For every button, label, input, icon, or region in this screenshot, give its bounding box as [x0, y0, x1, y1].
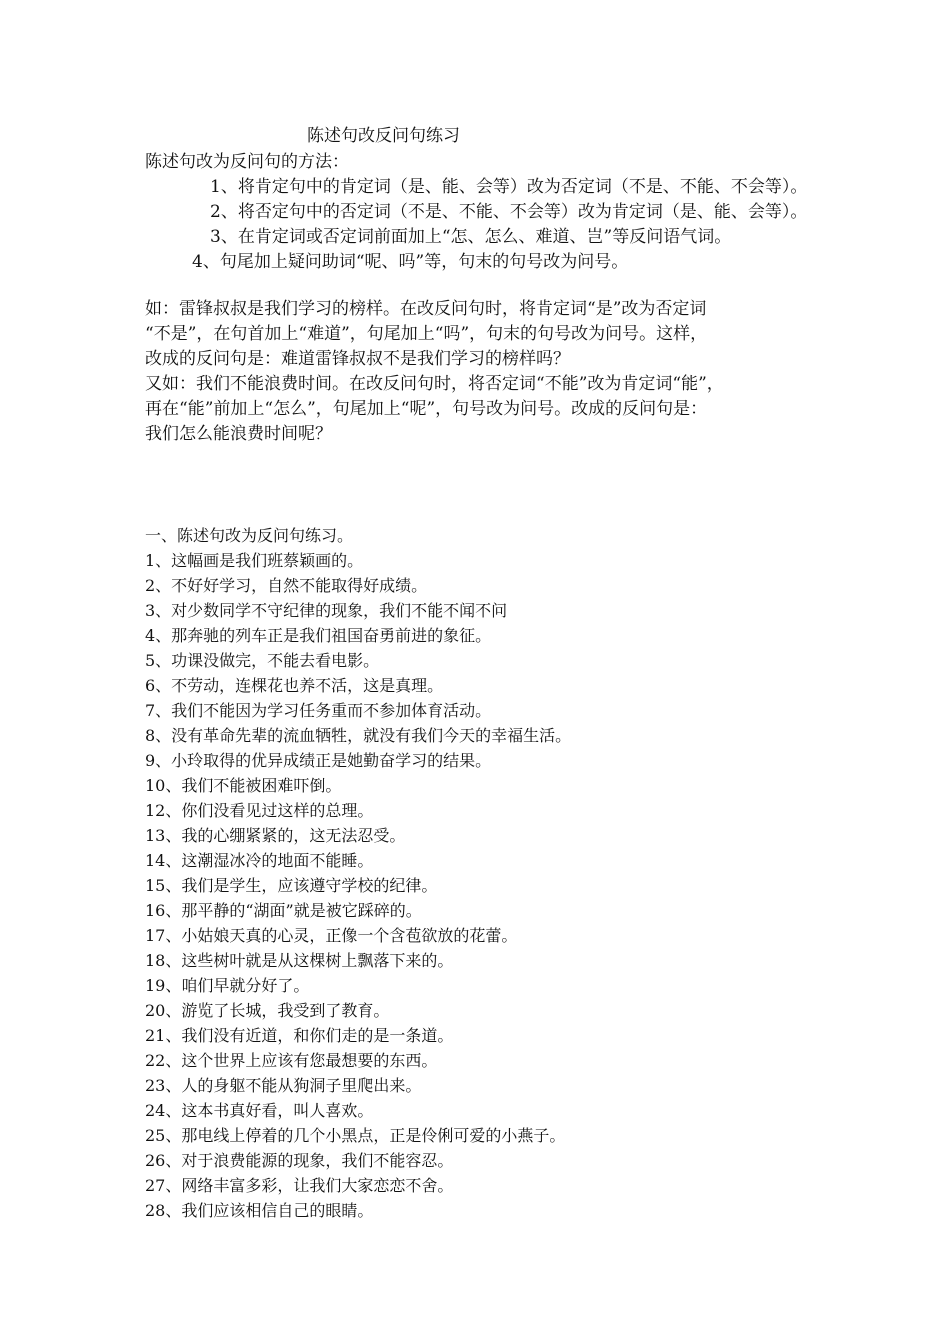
method-rule-2: 2、将否定句中的否定词（不是、不能、不会等）改为肯定词（是、能、会等）。	[210, 202, 808, 222]
example-line: 再在“能”前加上“怎么”，句尾加上“呢”，句号改为问号。改成的反问句是：	[145, 399, 708, 419]
exercise-heading: 一、陈述句改为反问句练习。	[145, 526, 354, 545]
method-rule-1: 1、将肯定句中的肯定词（是、能、会等）改为否定词（不是、不能、不会等）。	[210, 177, 808, 197]
exercise-item: 8、没有革命先辈的流血牺牲，就没有我们今天的幸福生活。	[145, 726, 572, 745]
exercise-list	[145, 523, 805, 1223]
exercise-item: 1、这幅画是我们班蔡颖画的。	[145, 551, 364, 570]
exercise-item: 2、不好好学习，自然不能取得好成绩。	[145, 576, 428, 595]
exercise-item: 23、人的身躯不能从狗洞子里爬出来。	[145, 1076, 422, 1095]
exercise-item: 19、咱们早就分好了。	[145, 976, 310, 995]
exercise-item: 28、我们应该相信自己的眼睛。	[145, 1201, 374, 1220]
exercise-item: 15、我们是学生，应该遵守学校的纪律。	[145, 876, 438, 895]
method-heading: 陈述句改为反问句的方法：	[145, 152, 349, 172]
exercise-item: 18、这些树叶就是从这棵树上飘落下来的。	[145, 951, 454, 970]
exercise-item: 16、那平静的“湖面”就是被它踩碎的。	[145, 901, 422, 920]
exercise-item: 27、网络丰富多彩，让我们大家恋恋不舍。	[145, 1176, 454, 1195]
exercise-item: 21、我们没有近道，和你们走的是一条道。	[145, 1026, 454, 1045]
exercise-item: 25、那电线上停着的几个小黑点，正是伶俐可爱的小燕子。	[145, 1126, 566, 1145]
example-line: 如：雷锋叔叔是我们学习的榜样。在改反问句时，将肯定词“是”改为否定词	[145, 299, 707, 319]
page-title: 陈述句改反问句练习	[307, 126, 460, 146]
exercise-item: 5、功课没做完，不能去看电影。	[145, 651, 380, 670]
example-paragraph	[145, 297, 815, 447]
exercise-item: 22、这个世界上应该有您最想要的东西。	[145, 1051, 438, 1070]
exercise-item: 13、我的心绷紧紧的，这无法忍受。	[145, 826, 406, 845]
example-line: 我们怎么能浪费时间呢？	[145, 424, 332, 444]
exercise-item: 4、那奔驰的列车正是我们祖国奋勇前进的象征。	[145, 626, 492, 645]
exercise-item: 9、小玲取得的优异成绩正是她勤奋学习的结果。	[145, 751, 492, 770]
exercise-item: 14、这潮湿冰冷的地面不能睡。	[145, 851, 374, 870]
exercise-item: 3、对少数同学不守纪律的现象，我们不能不闻不问	[145, 601, 508, 620]
example-line: “不是”，在句首加上“难道”，句尾加上“吗”，句末的句号改为问号。这样，	[145, 324, 708, 344]
exercise-item: 12、你们没看见过这样的总理。	[145, 801, 374, 820]
exercise-item: 26、对于浪费能源的现象，我们不能容忍。	[145, 1151, 454, 1170]
exercise-item: 7、我们不能因为学习任务重而不参加体育活动。	[145, 701, 492, 720]
method-rule-3: 3、在肯定词或否定词前面加上“怎、怎么、难道、岂”等反问语气词。	[210, 227, 732, 247]
example-line: 又如：我们不能浪费时间。在改反问句时，将否定词“不能”改为肯定词“能”，	[145, 374, 724, 394]
exercise-item: 24、这本书真好看，叫人喜欢。	[145, 1101, 374, 1120]
method-rule-4: 4、句尾加上疑问助词“呢、吗”等，句末的句号改为问号。	[192, 252, 629, 272]
exercise-item: 17、小姑娘天真的心灵，正像一个含苞欲放的花蕾。	[145, 926, 518, 945]
exercise-item: 10、我们不能被困难吓倒。	[145, 776, 342, 795]
example-line: 改成的反问句是：难道雷锋叔叔不是我们学习的榜样吗？	[145, 349, 570, 369]
exercise-item: 6、不劳动，连棵花也养不活，这是真理。	[145, 676, 444, 695]
exercise-item: 20、游览了长城，我受到了教育。	[145, 1001, 390, 1020]
